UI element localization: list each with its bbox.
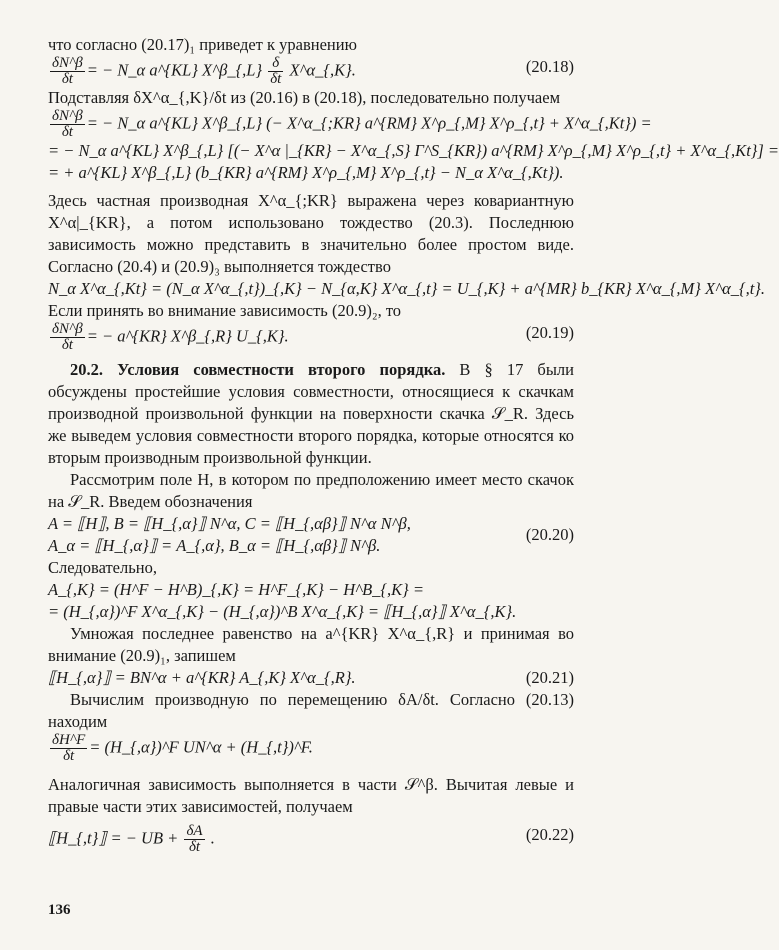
equation-text: A_{,K} = (H^F − H^B)_{,K} = H^F_{,K} − H^B_{,K} = (48, 580, 424, 599)
paragraph (48, 774, 574, 818)
equation (48, 513, 574, 544)
equation (48, 733, 574, 764)
equation (48, 278, 766, 300)
equation (48, 322, 574, 353)
equation (48, 140, 779, 162)
paragraph-text: Здесь частная производная X^α_{;KR} выражена через ковариантную X^α|_{KR}, а потом использовано тождество (20.3). Последнюю зависимость можно представить в значительно более простом виде. Согласно (20.4) и (20.9)₃ выполняется тождество (48, 191, 574, 276)
equation (48, 535, 574, 557)
paragraph-text: В § 17 были обсуждены простейшие условия совместности, относящиеся к скачкам производной произвольной функции на поверхности скачка 𝒮_R. Здесь же выведем условия совместности второго порядка, которые относятся ко вторым производным произвольной функции. (48, 360, 574, 467)
paragraph-text: Следовательно, (48, 558, 157, 577)
fraction (184, 824, 204, 855)
paragraph-text: Подставляя δX^α_{,K}/δt из (20.16) в (20.18), последовательно получаем (48, 88, 561, 107)
equation (48, 108, 652, 140)
equation-number: (20.19) (525, 323, 574, 342)
paragraph (48, 34, 574, 56)
paragraph-text: Рассмотрим поле H, в котором по предположению имеет место скачок на 𝒮_R. Введем обозначения (48, 470, 574, 511)
paragraph (48, 689, 574, 733)
paragraph (48, 190, 574, 278)
paragraph (48, 469, 574, 513)
equation-number: (20.18) (525, 57, 574, 76)
fraction (50, 56, 85, 87)
fraction-denominator: δt (188, 839, 201, 855)
paragraph-text: Аналогичная зависимость выполняется в части 𝒮^β. Вычитая левые и правые части этих зависимостей, получаем (48, 775, 574, 816)
fraction-denominator: δt (61, 71, 73, 87)
fraction-denominator: δt (270, 71, 282, 87)
fraction (50, 733, 87, 764)
equation-text: . (206, 828, 215, 848)
equation-text: = − N_α a^{KL} X^β_{,L} (86, 60, 267, 80)
fraction-denominator: δt (63, 748, 75, 764)
equation-number: (20.21) (525, 668, 574, 687)
equation-text: = (H_{,α})^F X^α_{,K} − (H_{,α})^B X^α_{,K} = ⟦H_{,α}⟧ X^α_{,K}. (48, 602, 517, 621)
equation-text: X^α_{,K}. (285, 60, 356, 80)
equation (48, 667, 574, 689)
paragraph-text: что согласно (20.17)₁ приведет к уравнению (48, 35, 357, 54)
equation-number: (20.22) (525, 825, 574, 844)
fraction-numerator: δN^β (52, 321, 83, 337)
equation-text: A = ⟦H⟧, B = ⟦H_{,α}⟧ N^α, C = ⟦H_{,αβ}⟧ N^α N^β, (48, 514, 411, 533)
fraction (50, 322, 85, 353)
fraction-numerator: δA (186, 823, 203, 839)
paragraph-text: Вычислим производную по перемещению δA/δt. Согласно (20.13) находим (48, 690, 574, 731)
equation-text: = + a^{KL} X^β_{,L} (b_{KR} a^{RM} X^ρ_{,M} X^ρ_{,t} − N_α X^α_{,Kt}). (48, 163, 564, 182)
page-number: 136 (48, 902, 71, 918)
paragraph (48, 300, 574, 322)
equation (48, 162, 574, 184)
fraction-numerator: δN^β (52, 108, 83, 124)
equation-text: = − a^{KR} X^β_{,R} U_{,K}. (86, 326, 289, 346)
equation-text: ⟦H_{,α}⟧ = BN^α + a^{KR} A_{,K} X^α_{,R}. (48, 668, 356, 687)
paragraph (48, 623, 574, 667)
equation-text: ⟦H_{,t}⟧ = − UB + (48, 828, 183, 848)
equation-number: (20.20) (525, 525, 574, 544)
equation (48, 601, 574, 623)
fraction (268, 56, 283, 87)
equation-text: = − N_α a^{KL} X^β_{,L} (− X^α_{;KR} a^{RM} X^ρ_{,M} X^ρ_{,t} + X^α_{,Kt}) = (86, 113, 652, 133)
section-heading: 20.2. Условия совместности второго порядка. (70, 360, 446, 379)
equation-text: N_α X^α_{,Kt} = (N_α X^α_{,t})_{,K} − N_{α,K} X^α_{,t} = U_{,K} + a^{MR} b_{KR} X^α_{,M} X^α_{,t}. (48, 279, 766, 298)
fraction-denominator: δt (61, 337, 73, 353)
fraction-numerator: δH^F (52, 732, 86, 748)
fraction-denominator: δt (61, 124, 73, 140)
paragraph (48, 87, 574, 109)
spacer (48, 764, 574, 774)
equation (48, 579, 574, 601)
fraction-numerator: δN^β (52, 55, 83, 71)
equation (48, 56, 574, 87)
paragraph (48, 359, 574, 469)
equation-text: A_α = ⟦H_{,α}⟧ = A_{,α}, B_α = ⟦H_{,αβ}⟧ N^β. (48, 536, 381, 555)
page-body (48, 34, 779, 855)
paragraph-text: Умножая последнее равенство на a^{KR} X^α_{,R} и принимая во внимание (20.9)₁, запишем (48, 624, 574, 665)
paragraph-text: Если принять во внимание зависимость (20.9)₂, то (48, 301, 402, 320)
equation-text: = − N_α a^{KL} X^β_{,L} [(− X^α |_{KR} − X^α_{,S} Γ^S_{KR}) a^{RM} X^ρ_{,M} X^ρ_{,t} + X^α_{,Kt}] = (48, 141, 779, 160)
equation-text: = (H_{,α})^F UN^α + (H_{,t})^F. (89, 737, 313, 757)
fraction (50, 109, 85, 140)
equation (48, 824, 574, 855)
fraction-numerator: δ (268, 56, 283, 72)
paragraph (48, 557, 574, 579)
